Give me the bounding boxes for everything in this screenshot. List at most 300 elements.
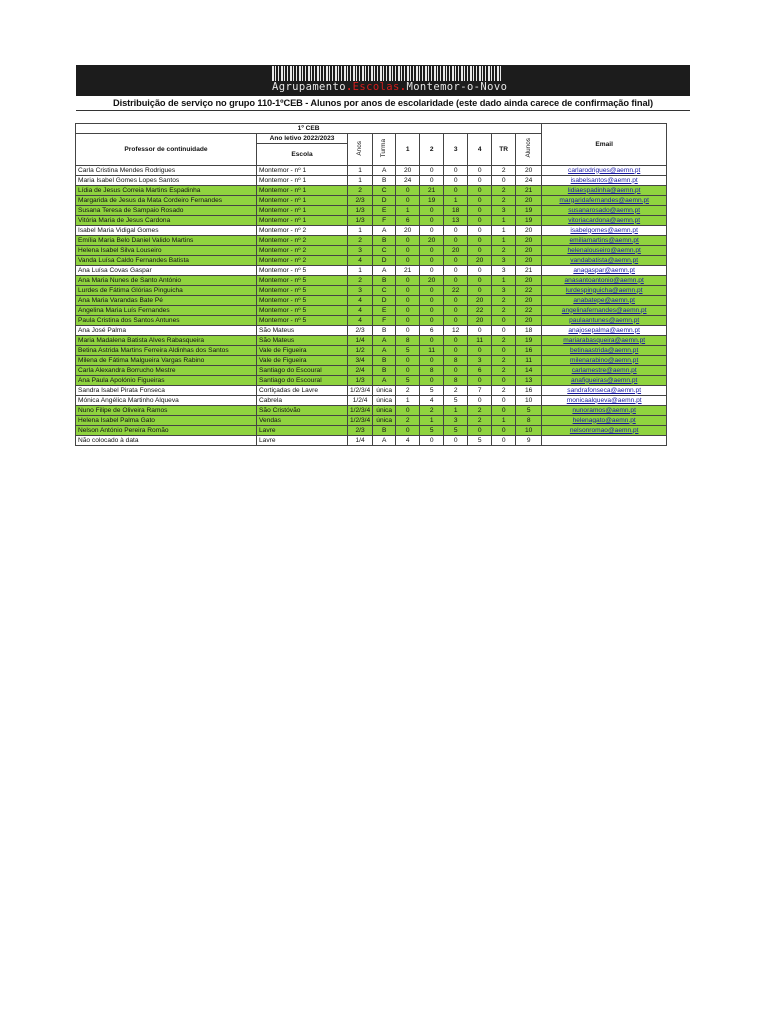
year-1-cell: 0 [396, 366, 420, 376]
year-3-cell: 20 [444, 246, 468, 256]
turma-cell: E [373, 306, 396, 316]
escola-cell: Montemor - nº 5 [257, 296, 348, 306]
year-2-cell: 0 [420, 176, 444, 186]
anos-cell: 4 [348, 296, 373, 306]
escola-cell: Cortiçadas de Lavre [257, 386, 348, 396]
email-cell[interactable]: nelsonromao@aemn.pt [542, 426, 667, 436]
anos-cell: 1/2/3/4 [348, 406, 373, 416]
turma-cell: A [373, 226, 396, 236]
year-4-cell: 7 [468, 386, 492, 396]
turma-cell: D [373, 196, 396, 206]
turma-cell: B [373, 276, 396, 286]
alunos-cell: 24 [516, 176, 542, 186]
professor-cell: Vanda Luísa Caldo Fernandes Batista [76, 256, 257, 266]
year-1-cell: 0 [396, 186, 420, 196]
year-2-cell: 0 [420, 316, 444, 326]
year-3-cell: 0 [444, 226, 468, 236]
tr-cell: 2 [492, 306, 516, 316]
anos-cell: 1 [348, 176, 373, 186]
professor-cell: Isabel Maria Vidigal Gomes [76, 226, 257, 236]
year-4-cell: 0 [468, 236, 492, 246]
email-cell[interactable]: carlarodrigues@aemn.pt [542, 166, 667, 176]
escola-cell: Montemor - nº 2 [257, 236, 348, 246]
professor-cell: Susana Teresa de Sampaio Rosado [76, 206, 257, 216]
year-3-cell: 0 [444, 296, 468, 306]
table-row [76, 376, 667, 386]
col-header-tr: TR [492, 134, 516, 166]
escola-cell: Lavre [257, 436, 348, 446]
alunos-cell: 10 [516, 396, 542, 406]
turma-cell: A [373, 166, 396, 176]
group-header: 1º CEB [76, 124, 542, 134]
escola-cell: Lavre [257, 426, 348, 436]
anos-cell: 3/4 [348, 356, 373, 366]
escola-cell: Montemor - nº 1 [257, 176, 348, 186]
year-1-cell: 8 [396, 336, 420, 346]
tr-cell: 0 [492, 316, 516, 326]
professor-cell: Maria Madalena Batista Alves Rabasqueira [76, 336, 257, 346]
turma-cell: D [373, 256, 396, 266]
turma-cell: E [373, 206, 396, 216]
year-2-cell: 5 [420, 386, 444, 396]
tr-cell: 2 [492, 186, 516, 196]
brand-part-3: Montemor-o-Novo [406, 81, 508, 93]
year-4-cell: 0 [468, 266, 492, 276]
email-cell[interactable]: sandrafonseca@aemn.pt [542, 386, 667, 396]
email-cell[interactable]: betinaastrida@aemn.pt [542, 346, 667, 356]
email-cell[interactable]: anafigueiras@aemn.pt [542, 376, 667, 386]
year-2-cell: 0 [420, 306, 444, 316]
anos-cell: 1/2/3/4 [348, 386, 373, 396]
professor-cell: Maria Isabel Gomes Lopes Santos [76, 176, 257, 186]
escola-cell: Montemor - nº 2 [257, 226, 348, 236]
tr-cell: 3 [492, 206, 516, 216]
alunos-cell: 20 [516, 236, 542, 246]
alunos-cell: 22 [516, 286, 542, 296]
year-1-cell: 20 [396, 226, 420, 236]
email-cell[interactable]: isabelgomes@aemn.pt [542, 226, 667, 236]
year-1-cell: 0 [396, 406, 420, 416]
turma-cell: F [373, 316, 396, 326]
alunos-cell: 19 [516, 336, 542, 346]
anos-cell: 1/3 [348, 216, 373, 226]
year-3-cell: 0 [444, 346, 468, 356]
year-2-cell: 0 [420, 256, 444, 266]
email-cell[interactable]: emiliamartins@aemn.pt [542, 236, 667, 246]
barcode-graphic [272, 66, 502, 81]
anos-cell: 4 [348, 256, 373, 266]
year-1-cell: 0 [396, 426, 420, 436]
escola-cell: Vale de Figueira [257, 346, 348, 356]
table-body [76, 166, 667, 446]
table-row [76, 226, 667, 236]
turma-cell: A [373, 376, 396, 386]
tr-cell: 1 [492, 216, 516, 226]
alunos-cell: 16 [516, 386, 542, 396]
anos-cell: 2/3 [348, 426, 373, 436]
escola-cell: Montemor - nº 1 [257, 186, 348, 196]
alunos-cell: 11 [516, 356, 542, 366]
table-row [76, 296, 667, 306]
professor-cell: Milena de Fátima Malgueira Vargas Rabino [76, 356, 257, 366]
email-cell[interactable]: anabatepe@aemn.pt [542, 296, 667, 306]
anos-cell: 1/4 [348, 436, 373, 446]
table-row [76, 266, 667, 276]
year-1-cell: 0 [396, 256, 420, 266]
table-row [76, 426, 667, 436]
alunos-cell: 20 [516, 276, 542, 286]
professor-cell: Carla Cristina Mendes Rodrigues [76, 166, 257, 176]
year-1-cell: 1 [396, 206, 420, 216]
year-3-cell: 5 [444, 396, 468, 406]
escola-cell: Montemor - nº 2 [257, 246, 348, 256]
professor-cell: Não colocado à data [76, 436, 257, 446]
year-3-cell: 1 [444, 196, 468, 206]
year-3-cell: 13 [444, 216, 468, 226]
anos-cell: 2/3 [348, 196, 373, 206]
year-4-cell: 0 [468, 246, 492, 256]
turma-cell: única [373, 416, 396, 426]
escola-cell: São Cristóvão [257, 406, 348, 416]
year-4-cell: 0 [468, 376, 492, 386]
professor-cell: Margarida de Jesus da Mata Cordeiro Fernandes [76, 196, 257, 206]
turma-cell: única [373, 396, 396, 406]
email-cell[interactable]: milenarabino@aemn.pt [542, 356, 667, 366]
alunos-cell: 8 [516, 416, 542, 426]
year-1-cell: 20 [396, 166, 420, 176]
table-row [76, 246, 667, 256]
professor-cell: Paula Cristina dos Santos Antunes [76, 316, 257, 326]
escola-cell: Cabrela [257, 396, 348, 406]
tr-cell: 3 [492, 256, 516, 266]
turma-cell: única [373, 406, 396, 416]
year-2-cell: 0 [420, 356, 444, 366]
alunos-cell: 5 [516, 406, 542, 416]
professor-cell: Sandra Isabel Pirata Fonseca [76, 386, 257, 396]
professor-cell: Lurdes de Fátima Glórias Pinguicha [76, 286, 257, 296]
alunos-cell: 19 [516, 206, 542, 216]
distribution-table [75, 123, 667, 446]
col-header-year-3: 3 [444, 134, 468, 166]
alunos-cell: 16 [516, 346, 542, 356]
year-1-cell: 0 [396, 356, 420, 366]
table-row [76, 316, 667, 326]
document-title: Distribuição de serviço no grupo 110-1ºCEB - Alunos por anos de escolaridade (este dado ainda carece de confirmação final) [112, 98, 654, 108]
tr-cell: 3 [492, 266, 516, 276]
year-4-cell: 5 [468, 436, 492, 446]
year-2-cell: 0 [420, 296, 444, 306]
year-3-cell: 0 [444, 366, 468, 376]
professor-cell: Helena Isabel Palma Gato [76, 416, 257, 426]
turma-cell: C [373, 286, 396, 296]
tr-cell: 0 [492, 396, 516, 406]
table-row [76, 256, 667, 266]
year-2-cell: 4 [420, 396, 444, 406]
anos-cell: 2/3 [348, 326, 373, 336]
alunos-cell: 19 [516, 216, 542, 226]
turma-cell: B [373, 176, 396, 186]
table-row [76, 306, 667, 316]
year-2-cell: 0 [420, 436, 444, 446]
alunos-cell: 20 [516, 226, 542, 236]
anos-cell: 4 [348, 316, 373, 326]
year-2-cell: 19 [420, 196, 444, 206]
escola-cell: São Mateus [257, 336, 348, 346]
email-cell[interactable]: margaridafernandes@aemn.pt [542, 196, 667, 206]
year-2-cell: 0 [420, 206, 444, 216]
year-4-cell: 0 [468, 396, 492, 406]
email-cell[interactable]: lidiaespadinha@aemn.pt [542, 186, 667, 196]
year-3-cell: 0 [444, 336, 468, 346]
tr-cell: 1 [492, 416, 516, 426]
turma-cell: C [373, 246, 396, 256]
table-row [76, 386, 667, 396]
col-header-turma-label: Turma [380, 138, 388, 158]
alunos-cell: 10 [516, 426, 542, 436]
escola-cell: Montemor - nº 5 [257, 276, 348, 286]
email-cell[interactable]: susanarosado@aemn.pt [542, 206, 667, 216]
tr-cell: 1 [492, 236, 516, 246]
escola-cell: Montemor - nº 1 [257, 206, 348, 216]
col-header-turma [373, 134, 396, 166]
year-3-cell: 12 [444, 326, 468, 336]
professor-cell: Ana José Palma [76, 326, 257, 336]
email-cell[interactable]: anasantoantonio@aemn.pt [542, 276, 667, 286]
year-4-cell: 0 [468, 286, 492, 296]
email-cell[interactable]: vandabatista@aemn.pt [542, 256, 667, 266]
header-banner [76, 65, 690, 96]
year-1-cell: 24 [396, 176, 420, 186]
year-4-cell: 6 [468, 366, 492, 376]
year-3-cell: 22 [444, 286, 468, 296]
year-3-cell: 8 [444, 376, 468, 386]
year-4-cell: 0 [468, 196, 492, 206]
anos-cell: 1 [348, 166, 373, 176]
professor-cell: Nelson António Pereira Romão [76, 426, 257, 436]
professor-cell: Carla Alexandra Borrucho Mestre [76, 366, 257, 376]
year-1-cell: 2 [396, 416, 420, 426]
anos-cell: 1/4 [348, 336, 373, 346]
anos-cell: 1 [348, 226, 373, 236]
email-cell[interactable]: nunoramos@aemn.pt [542, 406, 667, 416]
year-1-cell: 0 [396, 286, 420, 296]
year-1-cell: 2 [396, 386, 420, 396]
tr-cell: 2 [492, 166, 516, 176]
year-2-cell: 5 [420, 426, 444, 436]
alunos-cell: 21 [516, 266, 542, 276]
alunos-cell: 20 [516, 256, 542, 266]
email-cell[interactable]: lurdespinguicha@aemn.pt [542, 286, 667, 296]
professor-cell: Vitória Maria de Jesus Cardona [76, 216, 257, 226]
table-row [76, 206, 667, 216]
email-cell[interactable]: helenalouseiro@aemn.pt [542, 246, 667, 256]
year-4-cell: 22 [468, 306, 492, 316]
brand-part-1: Agrupamento [272, 81, 346, 93]
year-3-cell: 2 [444, 386, 468, 396]
brand-separator-2: . [399, 81, 407, 93]
tr-cell: 0 [492, 406, 516, 416]
col-header-year-1: 1 [396, 134, 420, 166]
table-row [76, 286, 667, 296]
professor-cell: Ana Luísa Covas Gaspar [76, 266, 257, 276]
turma-cell: A [373, 346, 396, 356]
year-3-cell: 0 [444, 436, 468, 446]
email-cell[interactable]: anajosepalma@aemn.pt [542, 326, 667, 336]
year-1-cell: 0 [396, 246, 420, 256]
escola-cell: São Mateus [257, 326, 348, 336]
tr-cell: 0 [492, 426, 516, 436]
professor-cell: Nuno Filipe de Oliveira Ramos [76, 406, 257, 416]
table-row [76, 326, 667, 336]
alunos-cell: 21 [516, 186, 542, 196]
table-row [76, 346, 667, 356]
anos-cell: 4 [348, 306, 373, 316]
col-header-escola: Escola [257, 144, 348, 166]
year-2-cell: 0 [420, 226, 444, 236]
anos-cell: 1/2/3/4 [348, 416, 373, 426]
col-header-anos [348, 134, 373, 166]
email-cell [542, 436, 667, 446]
anos-cell: 1/2/4 [348, 396, 373, 406]
year-4-cell: 0 [468, 346, 492, 356]
year-1-cell: 0 [396, 276, 420, 286]
tr-cell: 0 [492, 326, 516, 336]
year-4-cell: 0 [468, 276, 492, 286]
tr-cell: 0 [492, 176, 516, 186]
table-row [76, 336, 667, 346]
professor-cell: Lídia de Jesus Correia Martins Espadinha [76, 186, 257, 196]
year-4-cell: 11 [468, 336, 492, 346]
ano-letivo-header: Ano letivo 2022/2023 [257, 134, 348, 144]
year-1-cell: 5 [396, 376, 420, 386]
anos-cell: 2 [348, 236, 373, 246]
col-header-alunos-label: Alunos [524, 138, 532, 158]
year-2-cell: 0 [420, 286, 444, 296]
year-1-cell: 0 [396, 296, 420, 306]
table-row [76, 416, 667, 426]
tr-cell: 2 [492, 196, 516, 206]
year-2-cell: 11 [420, 346, 444, 356]
year-1-cell: 0 [396, 236, 420, 246]
year-2-cell: 0 [420, 376, 444, 386]
col-header-alunos [516, 134, 542, 166]
year-2-cell: 0 [420, 216, 444, 226]
year-2-cell: 0 [420, 266, 444, 276]
turma-cell: A [373, 336, 396, 346]
table-row [76, 176, 667, 186]
escola-cell: Montemor - nº 5 [257, 306, 348, 316]
year-2-cell: 2 [420, 406, 444, 416]
email-cell[interactable]: anagaspar@aemn.pt [542, 266, 667, 276]
turma-cell: F [373, 216, 396, 226]
alunos-cell: 13 [516, 376, 542, 386]
escola-cell: Vale de Figueira [257, 356, 348, 366]
escola-cell: Montemor - nº 5 [257, 316, 348, 326]
professor-cell: Ana Maria Varandas Bate Pé [76, 296, 257, 306]
alunos-cell: 14 [516, 366, 542, 376]
alunos-cell: 20 [516, 316, 542, 326]
year-2-cell: 0 [420, 166, 444, 176]
professor-cell: Angelina Maria Luís Fernandes [76, 306, 257, 316]
table-row [76, 186, 667, 196]
escola-cell: Santiago do Escoural [257, 366, 348, 376]
year-4-cell: 0 [468, 226, 492, 236]
email-cell[interactable]: helenagato@aemn.pt [542, 416, 667, 426]
alunos-cell: 9 [516, 436, 542, 446]
year-1-cell: 21 [396, 266, 420, 276]
brand-separator-1: . [345, 81, 353, 93]
tr-cell: 2 [492, 336, 516, 346]
turma-cell: B [373, 326, 396, 336]
col-header-year-4: 4 [468, 134, 492, 166]
year-3-cell: 3 [444, 416, 468, 426]
table-row [76, 366, 667, 376]
email-cell[interactable]: paulaantunes@aemn.pt [542, 316, 667, 326]
alunos-cell: 18 [516, 326, 542, 336]
email-cell[interactable]: angelinafernandes@aemn.pt [542, 306, 667, 316]
brand-logo-text [272, 81, 507, 93]
year-4-cell: 0 [468, 186, 492, 196]
year-4-cell: 2 [468, 416, 492, 426]
turma-cell: A [373, 266, 396, 276]
email-cell[interactable]: monicaalqueva@aemn.pt [542, 396, 667, 406]
year-3-cell: 5 [444, 426, 468, 436]
table-row [76, 216, 667, 226]
year-2-cell: 20 [420, 236, 444, 246]
tr-cell: 0 [492, 376, 516, 386]
year-2-cell: 8 [420, 366, 444, 376]
year-2-cell: 1 [420, 416, 444, 426]
year-4-cell: 3 [468, 356, 492, 366]
year-4-cell: 20 [468, 256, 492, 266]
anos-cell: 1 [348, 266, 373, 276]
anos-cell: 3 [348, 246, 373, 256]
year-3-cell: 0 [444, 266, 468, 276]
escola-cell: Montemor - nº 5 [257, 286, 348, 296]
tr-cell: 0 [492, 436, 516, 446]
year-3-cell: 0 [444, 256, 468, 266]
alunos-cell: 20 [516, 246, 542, 256]
tr-cell: 2 [492, 386, 516, 396]
tr-cell: 2 [492, 296, 516, 306]
turma-cell: B [373, 426, 396, 436]
year-1-cell: 0 [396, 326, 420, 336]
professor-cell: Helena Isabel Silva Louseiro [76, 246, 257, 256]
table-row [76, 236, 667, 246]
alunos-cell: 20 [516, 196, 542, 206]
year-3-cell: 0 [444, 236, 468, 246]
year-2-cell: 20 [420, 276, 444, 286]
professor-cell: Ana Paula Apolónio Figueiras [76, 376, 257, 386]
email-cell[interactable]: carlamestre@aemn.pt [542, 366, 667, 376]
email-cell[interactable]: vitoriacardona@aemn.pt [542, 216, 667, 226]
table-row [76, 406, 667, 416]
tr-cell: 1 [492, 226, 516, 236]
professor-cell: Betina Astrida Martins Ferreira Aldinhas dos Santos [76, 346, 257, 356]
anos-cell: 1/2 [348, 346, 373, 356]
year-1-cell: 1 [396, 396, 420, 406]
col-header-anos-label: Anos [356, 140, 364, 156]
title-divider [76, 110, 690, 111]
anos-cell: 1/3 [348, 206, 373, 216]
escola-cell: Montemor - nº 1 [257, 196, 348, 206]
alunos-cell: 22 [516, 306, 542, 316]
email-cell[interactable]: isabelsantos@aemn.pt [542, 176, 667, 186]
tr-cell: 2 [492, 356, 516, 366]
turma-cell: B [373, 366, 396, 376]
year-4-cell: 0 [468, 216, 492, 226]
email-cell[interactable]: mariarabasqueira@aemn.pt [542, 336, 667, 346]
